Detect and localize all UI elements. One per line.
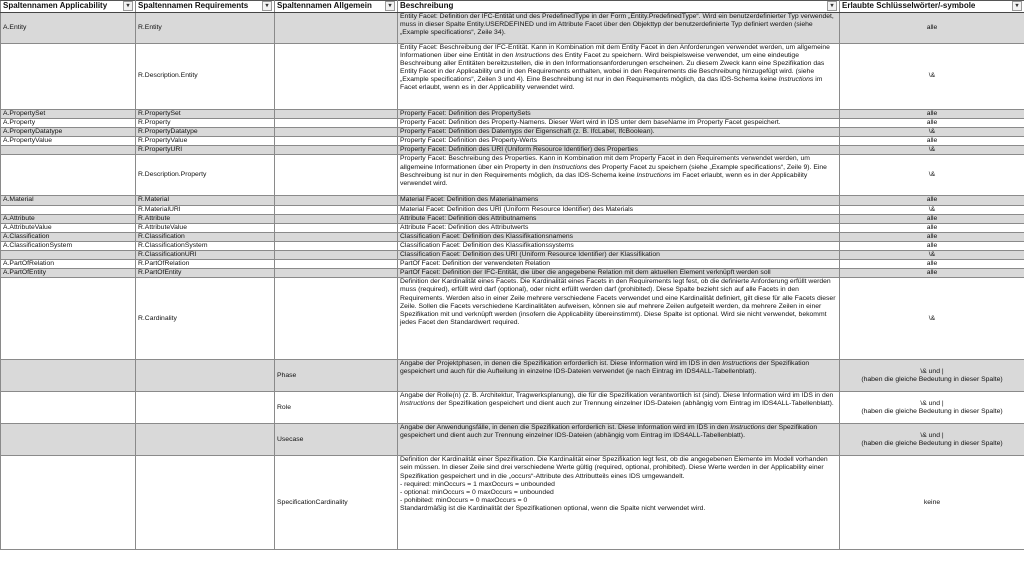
description-cell[interactable]: Property Facet: Definition des Property-Namens. Dieser Wert wird in IDS unter dem baseName im Property Facet gespeichert.	[398, 119, 840, 128]
table-body	[1, 13, 1024, 550]
general-cell[interactable]	[275, 128, 398, 137]
keywords-cell[interactable]: keine	[840, 456, 1024, 550]
table-row	[1, 137, 1024, 146]
applicability-cell[interactable]: A.Attribute	[1, 214, 136, 223]
general-cell[interactable]: Role	[275, 392, 398, 424]
description-cell[interactable]: Property Facet: Definition des URI (Uniform Resource Identifier) des Properties	[398, 146, 840, 155]
applicability-cell[interactable]	[1, 392, 136, 424]
keywords-cell[interactable]: \& und | (haben die gleiche Bedeutung in dieser Spalte)	[840, 424, 1024, 456]
table-row	[1, 241, 1024, 250]
description-cell[interactable]: Classification Facet: Definition des Klassifikationsnamens	[398, 232, 840, 241]
general-cell[interactable]	[275, 232, 398, 241]
requirements-cell[interactable]: R.Property	[136, 119, 275, 128]
table-row	[1, 232, 1024, 241]
applicability-cell[interactable]: A.PartOfEntity	[1, 269, 136, 278]
header-beschreibung	[398, 1, 840, 13]
requirements-cell[interactable]: R.Material	[136, 196, 275, 205]
requirements-cell[interactable]: R.PropertySet	[136, 110, 275, 119]
requirements-cell[interactable]: R.PartOfEntity	[136, 269, 275, 278]
requirements-cell[interactable]: R.ClassificationURI	[136, 251, 275, 260]
filter-dropdown-button[interactable]	[385, 1, 395, 11]
keywords-cell[interactable]: alle	[840, 119, 1024, 128]
description-cell[interactable]: Property Facet: Definition des PropertySets	[398, 110, 840, 119]
applicability-cell[interactable]	[1, 155, 136, 196]
requirements-cell[interactable]: R.PartOfRelation	[136, 260, 275, 269]
general-cell[interactable]	[275, 119, 398, 128]
requirements-cell[interactable]: R.Attribute	[136, 214, 275, 223]
general-cell[interactable]	[275, 251, 398, 260]
table-row	[1, 223, 1024, 232]
description-cell[interactable]: Attribute Facet: Definition des Attributwerts	[398, 223, 840, 232]
instructions-term: Instructions	[730, 424, 765, 432]
chevron-down-icon: ▾	[1015, 3, 1019, 9]
general-cell[interactable]	[275, 223, 398, 232]
keywords-cell[interactable]: \&	[840, 278, 1024, 360]
filter-dropdown-button[interactable]	[1012, 1, 1022, 11]
description-cell[interactable]: Angabe der Projektphasen, in denen die Spezifikation erforderlich ist. Diese Information wird im IDS in den Instructions der Spezifikation gespeichert und auch für die Aufteilung in einzelne IDS-Dateien verwendet (je nach Eintrag im IDS4ALL-Tabellenblatt).	[398, 360, 840, 392]
filter-dropdown-button[interactable]	[123, 1, 133, 11]
general-cell[interactable]	[275, 44, 398, 110]
instructions-term: Instructions	[636, 171, 672, 179]
header-label: Spaltennamen Requirements	[138, 1, 249, 10]
applicability-cell[interactable]: A.ClassificationSystem	[1, 241, 136, 250]
general-cell[interactable]	[275, 137, 398, 146]
general-cell[interactable]	[275, 241, 398, 250]
applicability-cell[interactable]	[1, 360, 136, 392]
table-row	[1, 205, 1024, 214]
requirements-cell[interactable]: R.AttributeValue	[136, 223, 275, 232]
requirements-cell[interactable]: R.MaterialURI	[136, 205, 275, 214]
applicability-cell[interactable]: A.PartOfRelation	[1, 260, 136, 269]
description-cell[interactable]: Entity Facet: Beschreibung der IFC-Entität. Kann in Kombination mit dem Entity Facet in den Anforderungen verwendet werden, um allgemeine Informationen über eine Entität in den Instructions des Entity Facet zu speichern. Wird beispielsweise verwendet, um eine eindeutige Beschreibung aller Entitäten bereitzustellen, die in den Informationsanforderungen erscheinen. Zu diesem Zweck kann eine Spezifikation das Entity Facet in der Applicability und in den Requirements enthalten, wobei in den Requirements die Beschreibung hinzugefügt wird. (siehe „Example specifications“, Zeilen 3 und 4). Eine Beschreibung ist nur in den Requirements möglich, da das IDS-Schema keine Instructions im Facet erlaubt, wenn es in der Applicability verwendet wird.	[398, 44, 840, 110]
requirements-cell[interactable]: R.Description.Property	[136, 155, 275, 196]
keywords-cell[interactable]: \&	[840, 44, 1024, 110]
description-cell[interactable]: Property Facet: Definition des Datentyps der Eigenschaft (z. B. IfcLabel, IfcBoolean).	[398, 128, 840, 137]
header-label: Erlaubte Schlüsselwörter/-symbole	[842, 1, 976, 10]
description-cell[interactable]: Property Facet: Definition des Property-Werts	[398, 137, 840, 146]
table-row	[1, 110, 1024, 119]
applicability-cell[interactable]	[1, 251, 136, 260]
description-cell[interactable]: Angabe der Rolle(n) (z. B. Architektur, Tragwerksplanung), die für die Spezifikation verantwortlich ist (sind). Diese Information wird im IDS in den Instructions der Spezifikation gespeichert und dient auch zur Trennung einzelner IDS-Dateien (abhängig vom Eintrag im IDS4ALL-Tabellenblatt).	[398, 392, 840, 424]
keywords-cell[interactable]: \&	[840, 251, 1024, 260]
description-cell[interactable]: Classification Facet: Definition des URI (Uniform Resource Identifier) der Klassifikation	[398, 251, 840, 260]
applicability-cell[interactable]: A.AttributeValue	[1, 223, 136, 232]
header-row	[1, 1, 1024, 13]
requirements-cell[interactable]: R.Cardinality	[136, 278, 275, 360]
general-cell[interactable]	[275, 214, 398, 223]
applicability-cell[interactable]	[1, 146, 136, 155]
keywords-cell[interactable]: alle	[840, 269, 1024, 278]
applicability-cell[interactable]	[1, 424, 136, 456]
table-row	[1, 44, 1024, 110]
requirements-cell[interactable]: R.Description.Entity	[136, 44, 275, 110]
applicability-cell[interactable]	[1, 205, 136, 214]
header-requirements	[136, 1, 275, 13]
header-label: Spaltennamen Allgemein	[277, 1, 372, 10]
header-keywords	[840, 1, 1024, 13]
applicability-cell[interactable]: A.PropertySet	[1, 110, 136, 119]
applicability-cell[interactable]: A.Entity	[1, 13, 136, 44]
header-allgemein	[275, 1, 398, 13]
general-cell[interactable]	[275, 278, 398, 360]
requirements-cell[interactable]: R.PropertyValue	[136, 137, 275, 146]
filter-dropdown-button[interactable]	[262, 1, 272, 11]
general-cell[interactable]: SpecificationCardinality	[275, 456, 398, 550]
keywords-cell[interactable]: alle	[840, 137, 1024, 146]
keywords-cell[interactable]: alle	[840, 13, 1024, 44]
description-cell[interactable]: Material Facet: Definition des Materialnamens	[398, 196, 840, 205]
general-cell[interactable]	[275, 260, 398, 269]
description-cell[interactable]: Classification Facet: Definition des Klassifikationssystems	[398, 241, 840, 250]
table-row	[1, 155, 1024, 196]
header-label: Spaltennamen Applicability	[3, 1, 108, 10]
keywords-cell[interactable]: \&	[840, 146, 1024, 155]
applicability-cell[interactable]	[1, 44, 136, 110]
keywords-cell[interactable]: \&	[840, 155, 1024, 196]
table-row	[1, 360, 1024, 392]
table-row	[1, 196, 1024, 205]
table-row	[1, 278, 1024, 360]
description-cell[interactable]: Property Facet: Beschreibung des Properties. Kann in Kombination mit dem Property Facet in den Requirements verwendet werden, um allgemeine Informationen über ein Property in den Instructions des Property Facet zu speichern (siehe „Example specifications“, Zeile 9). Eine Beschreibung ist nur in den Requirements möglich, da das IDS-Schema keine Instructions im Facet erlaubt, wenn es in der Applicability verwendet wird.	[398, 155, 840, 196]
instructions-term: Instructions	[515, 52, 551, 60]
description-cell[interactable]: Material Facet: Definition des URI (Uniform Resource Identifier) des Materials	[398, 205, 840, 214]
chevron-down-icon: ▾	[388, 3, 392, 9]
applicability-cell[interactable]	[1, 278, 136, 360]
description-cell[interactable]: PartOf Facet: Definition der IFC-Entität, die über die angegebene Relation mit dem aktuellen Element verknüpft werden soll	[398, 269, 840, 278]
description-cell[interactable]: Definition der Kardinalität eines Facets. Die Kardinalität eines Facets in den Requirements legt fest, ob die definierte Anforderung erfüllt werden muss (required), erfüllt wird darf (optional), oder nicht erfüllt werden darf (prohibited). Diese Spalte bezieht sich auf alle Facets in den Requirements. Werden also in einer Zeile mehrere verschiedene Facets verwendet und eine Kardinalität definiert, gilt diese für alle Facets dieser Zeile. Sollen die Facets verschiedene Kardinalitäten aufweisen, können sie auf mehrere Zeilen aufgeteilt werden, da mehrere Zeilen in einer Spezifikation mit und verknüpft werden (insofern die Applicability übereinstimmt). Diese Spalte ist optional. Wird sie nicht verwendet, bekommt jedes Facet den Standardwert required.	[398, 278, 840, 360]
header-label: Beschreibung	[400, 1, 454, 10]
requirements-cell[interactable]: R.ClassificationSystem	[136, 241, 275, 250]
general-cell[interactable]	[275, 110, 398, 119]
keywords-cell[interactable]: alle	[840, 110, 1024, 119]
keywords-cell[interactable]: \&	[840, 205, 1024, 214]
applicability-cell[interactable]: A.Material	[1, 196, 136, 205]
header-applicability	[1, 1, 136, 13]
general-cell[interactable]	[275, 13, 398, 44]
applicability-cell[interactable]: A.Property	[1, 119, 136, 128]
applicability-cell[interactable]: A.Classification	[1, 232, 136, 241]
filter-dropdown-button[interactable]	[827, 1, 837, 11]
requirements-cell[interactable]	[136, 360, 275, 392]
general-cell[interactable]	[275, 196, 398, 205]
chevron-down-icon: ▾	[830, 3, 834, 9]
description-cell[interactable]: Definition der Kardinalität einer Spezifikation. Die Kardinalität einer Spezifikation legt fest, ob die angegebenen Elemente im Modell vorhanden sein müssen. In dieser Zeile sind drei verschiedene Werte gültig (required, optional, prohibited). Diese Werte werden in der Applicability einer Spezifikation gespeichert und in die „occurs“-Attribute des Attributteils eines IDS umgewandelt. - required: minOccurs = 1 maxOccurs = unbounded - optional: minOccurs = 0 maxOccurs = unbounded - pohibited: minOccurs = 0 maxOccurs = 0 Standardmäßig ist die Kardinalität der Spezifikationen optional, wenn die Spalte nicht verwendet wird.	[398, 456, 840, 550]
keywords-cell[interactable]: \&	[840, 128, 1024, 137]
description-cell[interactable]: Attribute Facet: Definition des Attributnamens	[398, 214, 840, 223]
table-row	[1, 13, 1024, 44]
general-cell[interactable]: Phase	[275, 360, 398, 392]
description-cell[interactable]: Entity Facet: Definition der IFC-Entität und des PredefinedType in der Form „Entity.PredefinedType“. Wird ein benutzerdefinierter Typ verwendet, muss in dieser Spalte Entity.USERDEFINED und im Attribute Facet über den Objekttyp der benutzerdefinierte Typ definiert werden (siehe „Example specifications“, Zeile 34).	[398, 13, 840, 44]
table-row	[1, 119, 1024, 128]
applicability-cell[interactable]: A.PropertyDatatype	[1, 128, 136, 137]
requirements-cell[interactable]: R.Entity	[136, 13, 275, 44]
table-row	[1, 269, 1024, 278]
instructions-term: Instructions	[722, 360, 758, 368]
general-cell[interactable]	[275, 155, 398, 196]
applicability-cell[interactable]	[1, 456, 136, 550]
table-row	[1, 456, 1024, 550]
applicability-cell[interactable]: A.PropertyValue	[1, 137, 136, 146]
table-row	[1, 128, 1024, 137]
chevron-down-icon: ▾	[265, 3, 269, 9]
general-cell[interactable]	[275, 269, 398, 278]
keywords-cell[interactable]: alle	[840, 214, 1024, 223]
keywords-cell[interactable]: \& und | (haben die gleiche Bedeutung in dieser Spalte)	[840, 360, 1024, 392]
general-cell[interactable]: Usecase	[275, 424, 398, 456]
table-row	[1, 260, 1024, 269]
requirements-cell[interactable]: R.PropertyDatatype	[136, 128, 275, 137]
table-row	[1, 424, 1024, 456]
requirements-cell[interactable]	[136, 392, 275, 424]
keywords-cell[interactable]: alle	[840, 223, 1024, 232]
chevron-down-icon: ▾	[126, 3, 130, 9]
keywords-cell[interactable]: alle	[840, 260, 1024, 269]
instructions-term: Instructions	[400, 400, 435, 408]
keywords-cell[interactable]: alle	[840, 232, 1024, 241]
description-cell[interactable]: PartOf Facet: Definition der verwendeten Relation	[398, 260, 840, 269]
general-cell[interactable]	[275, 205, 398, 214]
requirements-cell[interactable]: R.PropertyURI	[136, 146, 275, 155]
keywords-cell[interactable]: alle	[840, 241, 1024, 250]
instructions-term: Instructions	[552, 163, 588, 171]
keywords-cell[interactable]: alle	[840, 196, 1024, 205]
requirements-cell[interactable]: R.Classification	[136, 232, 275, 241]
description-cell[interactable]: Angabe der Anwendungsfälle, in denen die Spezifikation erforderlich ist. Diese Information wird im IDS in den Instructions der Spezifikation gespeichert und dient auch zur Trennung einzelner IDS-Dateien (abhängig vom Eintrag im IDS4ALL-Tabellenblatt).	[398, 424, 840, 456]
requirements-cell[interactable]	[136, 456, 275, 550]
table-row	[1, 251, 1024, 260]
general-cell[interactable]	[275, 146, 398, 155]
table-row	[1, 146, 1024, 155]
requirements-cell[interactable]	[136, 424, 275, 456]
table-row	[1, 392, 1024, 424]
instructions-term: Instructions	[778, 76, 814, 84]
table-row	[1, 214, 1024, 223]
keywords-cell[interactable]: \& und | (haben die gleiche Bedeutung in dieser Spalte)	[840, 392, 1024, 424]
